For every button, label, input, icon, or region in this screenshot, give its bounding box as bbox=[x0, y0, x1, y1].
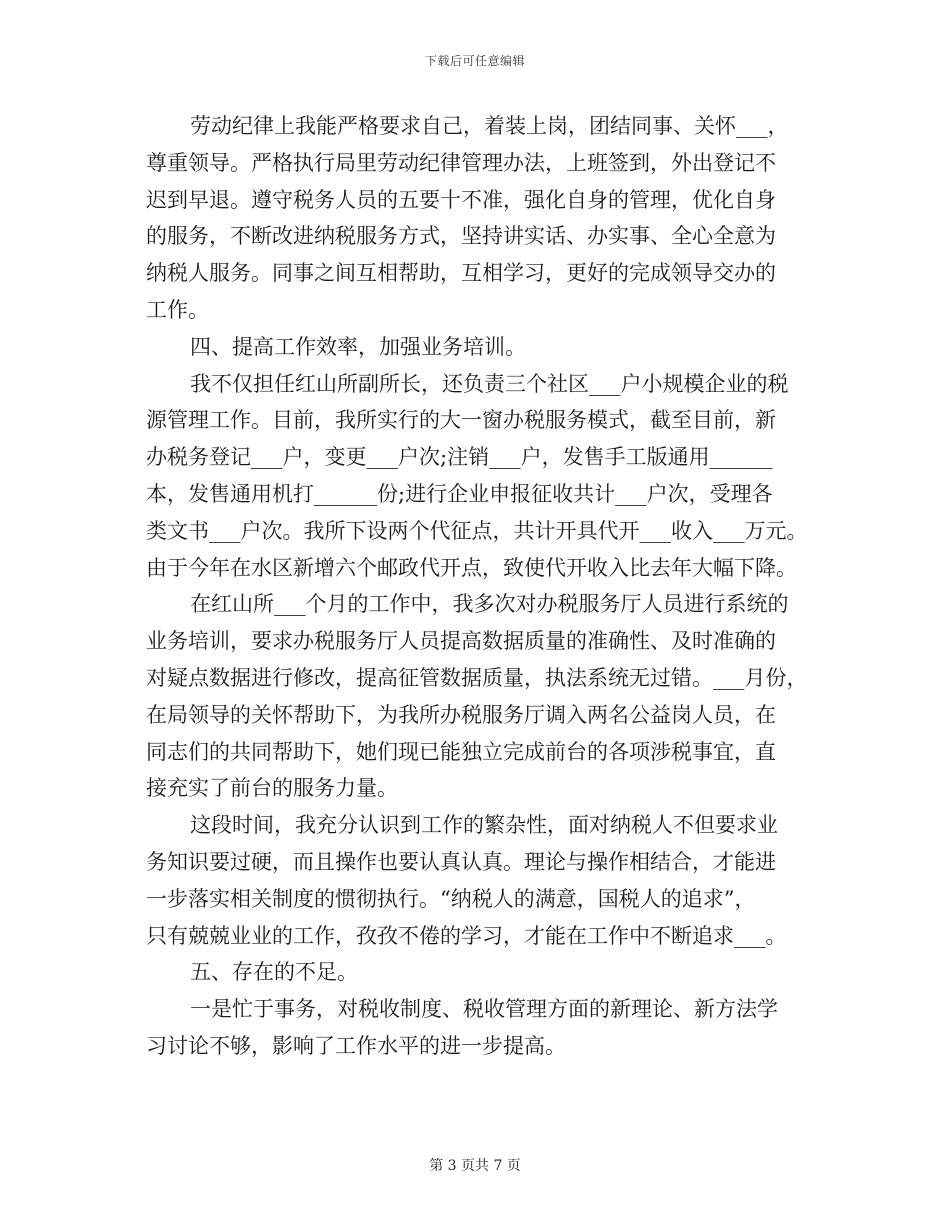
text-line: 在局领导的关怀帮助下，为我所办税服务厅调入两名公益岗人员，在 bbox=[146, 702, 776, 727]
text-line: 的服务，不断改进纳税服务方式，坚持讲实话、办实事、全心全意为 bbox=[146, 224, 776, 249]
text-line: 类文书___户次。我所下设两个代征点，共计开具代开___收入___万元。 bbox=[146, 518, 808, 543]
text-line: 源管理工作。目前，我所实行的大一窗办税服务模式，截至目前，新 bbox=[146, 408, 776, 433]
text-line: 我不仅担任红山所副所长，还负责三个社区___户小规模企业的税 bbox=[190, 371, 789, 396]
text-line: 迟到早退。遵守税务人员的五要十不准，强化自身的管理，优化自身 bbox=[146, 187, 776, 212]
text-line: 只有兢兢业业的工作，孜孜不倦的学习，才能在工作中不断追求___。 bbox=[146, 923, 787, 948]
document-body bbox=[146, 108, 826, 1065]
text-line: 工作。 bbox=[146, 297, 209, 322]
text-line: 四、提高工作效率，加强业务培训。 bbox=[190, 334, 526, 359]
text-line: 本，发售通用机打______份;进行企业申报征收共计___户次，受理各 bbox=[146, 481, 773, 506]
text-line: 对疑点数据进行修改，提高征管数据质量，执法系统无过错。___月份， bbox=[146, 665, 808, 690]
text-line: 办税务登记___户，变更___户次;注销___户，发售手工版通用______ bbox=[146, 445, 773, 470]
text-line: 五、存在的不足。 bbox=[190, 960, 358, 985]
page-footer: 第 3 页共 7 页 bbox=[429, 1158, 521, 1174]
text-line: 习讨论不够，影响了工作水平的进一步提高。 bbox=[146, 1033, 566, 1058]
text-line: 尊重领导。严格执行局里劳动纪律管理办法，上班签到，外出登记不 bbox=[146, 150, 776, 175]
text-line: 这段时间，我充分认识到工作的繁杂性，面对纳税人不但要求业 bbox=[190, 813, 778, 838]
text-line: 纳税人服务。同事之间互相帮助，互相学习，更好的完成领导交办的 bbox=[146, 261, 776, 286]
text-line: 一是忙于事务，对税收制度、税收管理方面的新理论、新方法学 bbox=[190, 997, 778, 1022]
text-line: 在红山所___个月的工作中，我多次对办税服务厅人员进行系统的 bbox=[190, 592, 789, 617]
text-line: 务知识要过硬，而且操作也要认真认真。理论与操作相结合，才能进 bbox=[146, 849, 776, 874]
text-line: 劳动纪律上我能严格要求自己，着装上岗，团结同事、关怀___， bbox=[190, 114, 789, 138]
text-line: 业务培训，要求办税服务厅人员提高数据质量的准确性、及时准确的 bbox=[146, 629, 776, 654]
page-header: 下载后可任意编辑 bbox=[424, 54, 525, 68]
text-line: 接充实了前台的服务力量。 bbox=[146, 776, 398, 801]
text-line: 同志们的共同帮助下，她们现已能独立完成前台的各项涉税事宜，直 bbox=[146, 739, 776, 764]
text-line: 由于今年在水区新增六个邮政代开点，致使代开收入比去年大幅下降。 bbox=[146, 555, 797, 580]
text-line: 一步落实相关制度的惯彻执行。“纳税人的满意，国税人的追求”， bbox=[146, 886, 756, 911]
